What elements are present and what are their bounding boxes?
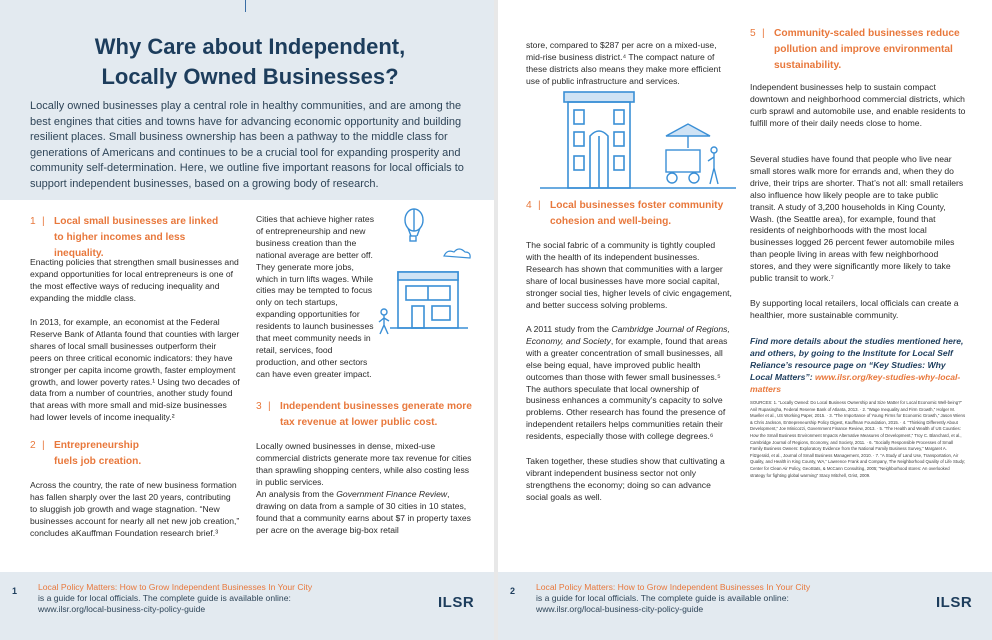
- page-footer: [0, 572, 494, 640]
- main-street-illustration: [538, 88, 738, 196]
- section-3-paragraph-1: Locally owned businesses in dense, mixed-use commercial districts generate more tax revenue for cities than sprawling shopping centers, while also costing less in public services.: [256, 441, 472, 487]
- continued-paragraph: store, compared to $287 per acre on a mixed-use, mid-rise business district.⁴ The compact nature of these districts also means they make more efficient use of public infrastructure and services.: [526, 40, 721, 86]
- column-2-paragraph: Cities that achieve higher rates of entrepreneurship and new business creation than the national average are better off. They generate more jobs, which in turn lifts wages. While cities may be tempted to focus only on tech startups, expanding opportunities for residents to launch businesses that meet community needs in retail, services, food production, and other sectors can have even greater impact.: [256, 214, 374, 379]
- section-3-paragraph-2: [256, 489, 476, 537]
- section-divider: |: [538, 200, 541, 211]
- section-2-heading: [30, 438, 230, 470]
- storefront-illustration: [376, 206, 482, 346]
- text-run: , for example, found that areas with a greater concentration of small businesses, all else being equal, have improved public health outcomes than those with fewer small businesses.⁵ The authors speculate that local ownership of business enhances a community’s capacity to solve problems. Other research has found the presence of independent retailers helps communities retain their residents, especially those with college degrees.⁶: [526, 335, 728, 442]
- footer-guide-title: Local Policy Matters: How to Grow Independent Businesses In Your City: [536, 582, 811, 592]
- intro-paragraph: Locally owned businesses play a central role in healthy communities, and are among the best engines that cities and towns have for advancing economic opportunity and building resilient places. Small business ownership has been a pathway to the middle class for generations of Americans and continues to be a crucial tool for expanding prosperity and community self-determination. Here, we outline five important reasons for local officials to support independent businesses, based on a growing body of research.: [30, 100, 464, 190]
- section-1-paragraph-1: Enacting policies that strengthen small businesses and expand opportunities for local entrepreneurs is one of the most effective ways of reducing inequality and expanding the middle class.: [30, 257, 239, 303]
- footer-description: is a guide for local officials. The complete guide is available online:: [38, 593, 291, 603]
- page-title: [40, 32, 460, 92]
- text-run: An analysis from the: [256, 489, 337, 499]
- sources-list: SOURCES: 1. “Locally Owned: Do Local Business Ownership and Size Matter for Local Economic Well-being?” Anil Rupasingha, Federal Reserve Bank of Atlanta, 2013. · 2. “Wage Inequality and Firm Growth,” Holger M. Mueller et al., US Working Paper, 2015. · 3. “The Importance of Young Firms for Economic Growth,” Jason Wiens & Chris Jackson, Entrepreneurship Policy Digest, Kauffman Foundation, 2015. · 4. “Thinking Differently About Development,” Joe Minicozzi, Government Finance Review, 2013. · 5. “The Health and Wealth of US Counties: How the Small Business Environment Impacts Alternative Measures of Development,” Troy C. Blanchard, et al., Cambridge Journal of Regions, Economy, and Society, 2011. · 6. “Socially Responsible Processes of Small Family Business Owners: Exploratory Evidence from the National Family Business Survey,” Margaret A. Fitzgerald, et al., Journal of Small Business Management, 2010. · 7. “A Study of Land Use, Transportation, Air Quality, and Health in King County, WA,” Lawrence Frank and Company, The Neighborhood Quality of Life Study; Center for Clean Air Policy, GeoStats, & McCann Consulting, 2005; “Neighborhood stores: An overlooked strategy for fighting global warming” Stacy Mitchell, Grist, 2009.: [750, 400, 966, 478]
- journal-title: Cambridge Journal of Regions, Economy, and Society: [526, 324, 730, 346]
- building-icon: [540, 92, 736, 188]
- section-number: 4: [526, 200, 532, 211]
- section-1-heading: [30, 214, 230, 262]
- title-line-1: Why Care about Independent,: [94, 34, 406, 59]
- section-divider: |: [268, 401, 271, 412]
- store-icon: [390, 272, 468, 328]
- footer-description: is a guide for local officials. The complete guide is available online:: [536, 593, 789, 603]
- footer-guide-title: Local Policy Matters: How to Grow Independent Businesses In Your City: [38, 582, 313, 592]
- section-1-paragraph-2: In 2013, for example, an economist at the Federal Reserve Bank of Atlanta found that counties with larger shares of local small businesses outperform their peers on three critical economic indicators: they have stronger per capita income growth, faster employment growth, and lower poverty rates.¹ Using two decades of data from a number of countries, another study found that areas with more small and mid-size businesses had lower levels of income inequality.²: [30, 317, 240, 423]
- ilsr-logo: ILSR: [438, 594, 475, 611]
- section-number: 5: [750, 28, 756, 39]
- section-number: 1: [30, 216, 36, 227]
- section-title: Local businesses foster community cohesion and well-being.: [550, 200, 724, 227]
- top-rule: [245, 0, 246, 12]
- page-footer: [498, 572, 992, 640]
- resource-callout: [750, 335, 966, 395]
- section-title: Local small businesses are linked to higher incomes and less inequality.: [54, 216, 219, 259]
- ilsr-logo: ILSR: [936, 594, 973, 611]
- section-4-paragraph-3: Taken together, these studies show that cultivating a vibrant independent business sector not only strengthens the economy; doing so can advance social goals as well.: [526, 456, 725, 502]
- page-2: [498, 0, 992, 640]
- section-number: 3: [256, 401, 262, 412]
- section-5-heading: [750, 26, 970, 74]
- section-divider: |: [762, 28, 765, 39]
- text-run: , drawing on data from a sample of 30 cities in 10 states, found that a community earns about $7 in property taxes per acre on the average big-box retail: [256, 489, 471, 535]
- callout-text: Find more details about the studies mentioned here, and others, by going to the Institute for Local Self Reliance’s resource page on “Key Studies: Why Local Matters”:: [750, 336, 964, 382]
- journal-title: Government Finance Review: [336, 489, 448, 499]
- page-number: 1: [12, 586, 18, 596]
- section-title: Community-scaled businesses reduce pollution and improve environmental sustainability.: [774, 28, 960, 71]
- section-4-paragraph-2: [526, 324, 732, 443]
- section-divider: |: [42, 440, 45, 451]
- section-5-paragraph-1: Independent businesses help to sustain compact downtown and neighborhood commercial districts, which curb sprawl and automobile use, and enable residents to fulfill more of their daily needs close to home.: [750, 82, 966, 128]
- text-run: A 2011 study from the: [526, 324, 612, 334]
- section-divider: |: [42, 216, 45, 227]
- footer-url-link[interactable]: www.ilsr.org/local-business-city-policy-guide: [536, 604, 704, 614]
- title-line-2: Locally Owned Businesses?: [101, 64, 399, 89]
- section-5-paragraph-2: Several studies have found that people who live near small stores walk more for errands and, when they do drive, their trips are shorter. That’s not all: small retailers also influence how likely people are to take public transit. A study of 3,200 households in King County, Wash. (the Seattle area), for example, found that residents of neighborhoods with the most local businesses logged 26 percent fewer automobile miles than people living in areas with few neighborhood stores, and they were significantly more likely to take public transit to work.⁷: [750, 154, 964, 284]
- key-studies-link[interactable]: www.ilsr.org/key-studies-why-local-matters: [750, 372, 961, 394]
- hot-air-balloon-icon: [405, 209, 423, 241]
- page-1: [0, 0, 494, 640]
- food-cart-icon: [666, 124, 710, 183]
- cloud-icon: [444, 249, 470, 258]
- section-2-paragraph-1: Across the country, the rate of new business formation has fallen sharply over the last 20 years, contributing to sluggish job growth and wage stagnation. “New businesses account for nearly all net new job creation,” concludes aKauffman Foundation research brief.³: [30, 480, 240, 538]
- section-number: 2: [30, 440, 36, 451]
- footer-url-link[interactable]: www.ilsr.org/local-business-city-policy-guide: [38, 604, 206, 614]
- section-3-heading: [256, 399, 476, 431]
- section-title: Independent businesses generate more tax revenue at lower public cost.: [280, 401, 472, 428]
- section-5-paragraph-3: By supporting local retailers, local officials can create a healthier, more sustainable community.: [750, 298, 959, 320]
- section-4-paragraph-1: The social fabric of a community is tightly coupled with the health of its independent businesses. Research has shown that communities with a larger share of local businesses have more social capital, stronger social ties, higher levels of civic engagement, and better success solving problems.: [526, 240, 732, 310]
- person-icon: [708, 147, 718, 184]
- section-title: Entrepreneurship fuels job creation.: [54, 440, 142, 467]
- section-4-heading: [526, 198, 732, 230]
- page-number: 2: [510, 586, 516, 596]
- person-icon: [379, 309, 389, 334]
